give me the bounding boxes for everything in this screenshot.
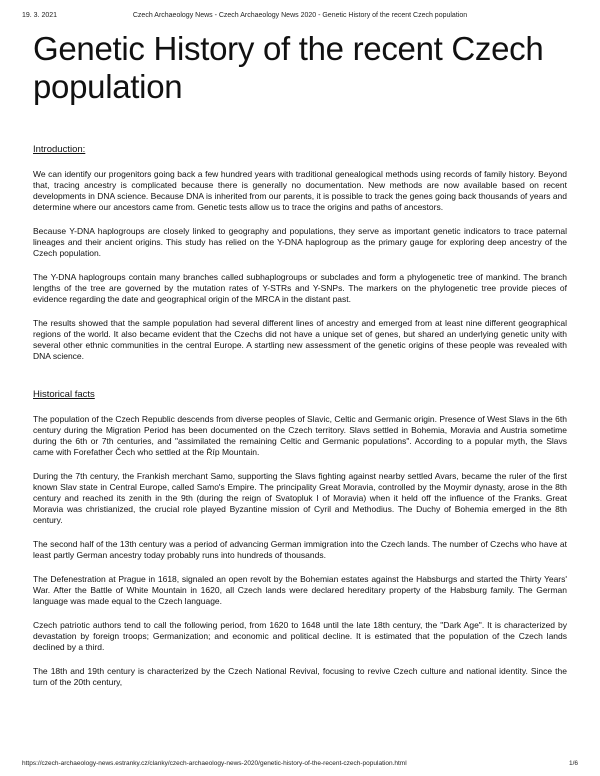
introduction-heading: Introduction: (33, 144, 86, 155)
history-paragraph: The 18th and 19th century is characterized by the Czech National Revival, focusing to revive Czech culture and national identity. Since the turn of the 20th century, (33, 666, 567, 687)
article-title: Genetic History of the recent Czech population (33, 30, 544, 105)
article (33, 30, 567, 701)
history-paragraph: The population of the Czech Republic descends from diverse peoples of Slavic, Celtic and Germanic origin. Presence of West Slavs in the 6th century during the Migration Period has been documented on the Czech territory. Slavs settled in Bohemia, Moravia and Austria sometime during the 6th or 7th centuries, and "assimilated the remaining Celtic and Germanic populations". According to a popular myth, the Slavs came with Forefather Čech who settled at the Říp Mountain. (33, 414, 567, 457)
page-number: 1/6 (568, 760, 578, 767)
print-url: https://czech-archaeology-news.estranky.cz/clanky/czech-archaeology-news-2020/genetic-history-of-the-recent-czech-population.html (22, 760, 407, 767)
print-footer (0, 754, 600, 776)
intro-paragraph: The results showed that the sample population had several different lines of ancestry and emerged from at least nine different geographical regions of the world. It also became evident that the Czechs did not have a unique set of genes, but shared an underlying genetic unity with several other ethnic communities in the central Europe. A startling new assessment of the genetic origins of these people was revealed with DNA science. (33, 318, 567, 361)
history-paragraph: Czech patriotic authors tend to call the following period, from 1620 to 1648 until the late 18th century, the "Dark Age". It is characterized by devastation by foreign troops; Germanization; and economic and political decline. It is estimated that the population of the Czech lands declined by a third. (33, 620, 567, 652)
print-header (0, 0, 600, 22)
history-paragraph: The Defenestration at Prague in 1618, signaled an open revolt by the Bohemian estates against the Habsburgs and started the Thirty Years' War. After the Battle of White Mountain in 1620, all Czech lands were declared hereditary property of the Habsburg family. The German language was made equal to the Czech language. (33, 574, 567, 606)
intro-paragraph: We can identify our progenitors going back a few hundred years with traditional genealogical methods using records of family history. Beyond that, tracing ancestry is complicated because there is generally no documentation. New methods are now available based on recent developments in DNA science. Because DNA is inherited from our parents, it is possible to track the genes going back thousands of years and determine where our ancestors came from. Genetic tests allow us to trace the origins and paths of ancestors. (33, 169, 567, 212)
intro-paragraph: Because Y-DNA haplogroups are closely linked to geography and populations, they serve as important genetic indicators to trace paternal lineages and their ancient origins. This study has relied on the Y-DNA haplogroup as the primary gauge for exploring deep ancestry of the Czech population. (33, 226, 567, 258)
history-paragraph: During the 7th century, the Frankish merchant Samo, supporting the Slavs fighting against nearby settled Avars, became the ruler of the first known Slav state in Central Europe, called Samo's Empire. The principality Great Moravia, controlled by the Moymir dynasty, arose in the 8th century and reached its zenith in the 9th (during the reign of Svatopluk I of Moravia) when it held off the influence of the Franks. Great Moravia was christianized, the crucial role played Byzantine mission of Cyril and Methodius. The Duchy of Bohemia emerged in the 8th century. (33, 471, 567, 525)
history-paragraph: The second half of the 13th century was a period of advancing German immigration into the Czech lands. The number of Czechs who have at least partly German ancestry today probably runs into hundreds of thousands. (33, 539, 567, 560)
intro-paragraph: The Y-DNA haplogroups contain many branches called subhaplogroups or subclades and form a phylogenetic tree of mankind. The branch lengths of the tree are governed by the mutation rates of Y-STRs and Y-SNPs. The markers on the phylogenetic tree provide pieces of evidence regarding the date and geographical origin of the MRCA in the distant past. (33, 272, 567, 304)
print-date: 19. 3. 2021 (22, 12, 58, 19)
historical-facts-heading: Historical facts (33, 389, 95, 400)
print-page-title: Czech Archaeology News - Czech Archaeology News 2020 - Genetic History of the recent Czech population (132, 12, 468, 19)
